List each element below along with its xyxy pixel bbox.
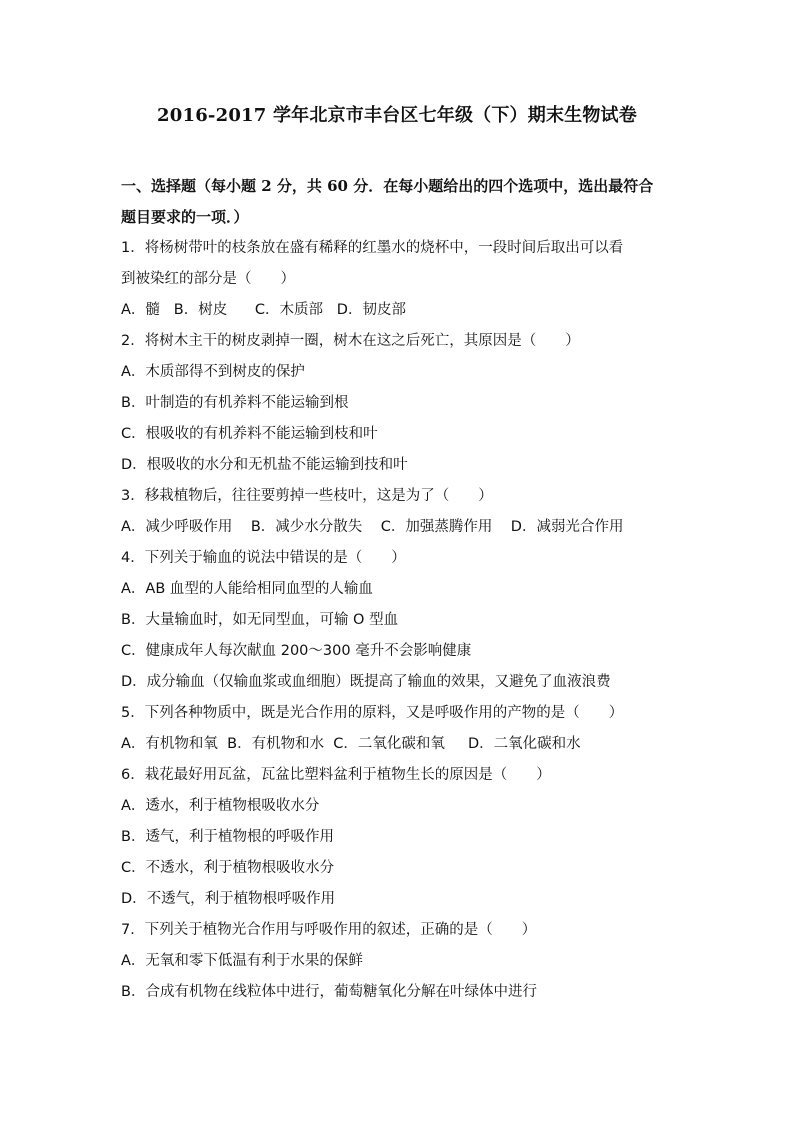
- question-6: [121, 760, 681, 915]
- question-1-options: A．髓 B．树皮 C．木质部 D．韧皮部: [121, 302, 406, 318]
- question-5-options: A．有机物和氧 B．有机物和水 C．二氧化碳和氧 D．二氧化碳和水: [121, 736, 581, 752]
- question-3: [121, 481, 681, 543]
- question-6-option-b: B．透气，利于植物根的呼吸作用: [121, 829, 334, 845]
- question-4-option-b: B．大量输血时，如无同型血，可输 O 型血: [121, 612, 399, 628]
- page-title: 2016-2017 学年北京市丰台区七年级（下）期末生物试卷: [157, 105, 637, 126]
- question-1-stem-line-2: 到被染红的部分是（ ）: [121, 271, 295, 287]
- section-heading-line-2: 题目要求的一项．）: [121, 208, 249, 226]
- question-4-option-d: D．成分输血（仅输血浆或血细胞）既提高了输血的效果，又避免了血液浪费: [121, 674, 611, 690]
- question-2-stem: 2．将树木主干的树皮剥掉一圈，树木在这之后死亡，其原因是（ ）: [121, 333, 580, 349]
- question-7: [121, 915, 681, 1008]
- question-6-option-d: D．不透气，利于植物根呼吸作用: [121, 891, 336, 907]
- question-1-stem-line-1: 1．将杨树带叶的枝条放在盛有稀释的红墨水的烧杯中，一段时间后取出可以看: [121, 240, 624, 256]
- question-1: [121, 233, 681, 326]
- exam-content: [121, 171, 681, 1008]
- question-2-option-c: C．根吸收的有机养料不能运输到枝和叶: [121, 426, 378, 442]
- section-heading-line-1: 一、选择题（每小题 2 分，共 60 分．在每小题给出的四个选项中，选出最符合: [121, 177, 654, 195]
- question-7-stem: 7．下列关于植物光合作用与呼吸作用的叙述，正确的是（ ）: [121, 922, 537, 938]
- question-7-option-b: B．合成有机物在线粒体中进行，葡萄糖氧化分解在叶绿体中进行: [121, 984, 537, 1000]
- question-4-option-a: A．AB 血型的人能给相同血型的人输血: [121, 581, 373, 597]
- question-2: [121, 326, 681, 481]
- question-7-option-a: A．无氧和零下低温有利于水果的保鲜: [121, 953, 363, 969]
- question-6-option-c: C．不透水，利于植物根吸收水分: [121, 860, 335, 876]
- question-2-option-a: A．木质部得不到树皮的保护: [121, 364, 305, 380]
- question-3-stem: 3．移栽植物后，往往要剪掉一些枝叶，这是为了（ ）: [121, 488, 493, 504]
- question-4-stem: 4．下列关于输血的说法中错误的是（ ）: [121, 550, 406, 566]
- question-4-option-c: C．健康成年人每次献血 200～300 毫升不会影响健康: [121, 643, 472, 659]
- question-2-option-b: B．叶制造的有机养料不能运输到根: [121, 395, 349, 411]
- question-5-stem: 5．下列各种物质中，既是光合作用的原料，又是呼吸作用的产物的是（ ）: [121, 705, 624, 721]
- question-5: [121, 698, 681, 760]
- question-4: [121, 543, 681, 698]
- question-6-option-a: A．透水，利于植物根吸收水分: [121, 798, 320, 814]
- question-2-option-d: D．根吸收的水分和无机盐不能运输到技和叶: [121, 457, 408, 473]
- question-6-stem: 6．栽花最好用瓦盆，瓦盆比塑料盆利于植物生长的原因是（ ）: [121, 767, 551, 783]
- question-3-options: A．减少呼吸作用 B．减少水分散失 C．加强蒸腾作用 D．减弱光合作用: [121, 519, 624, 535]
